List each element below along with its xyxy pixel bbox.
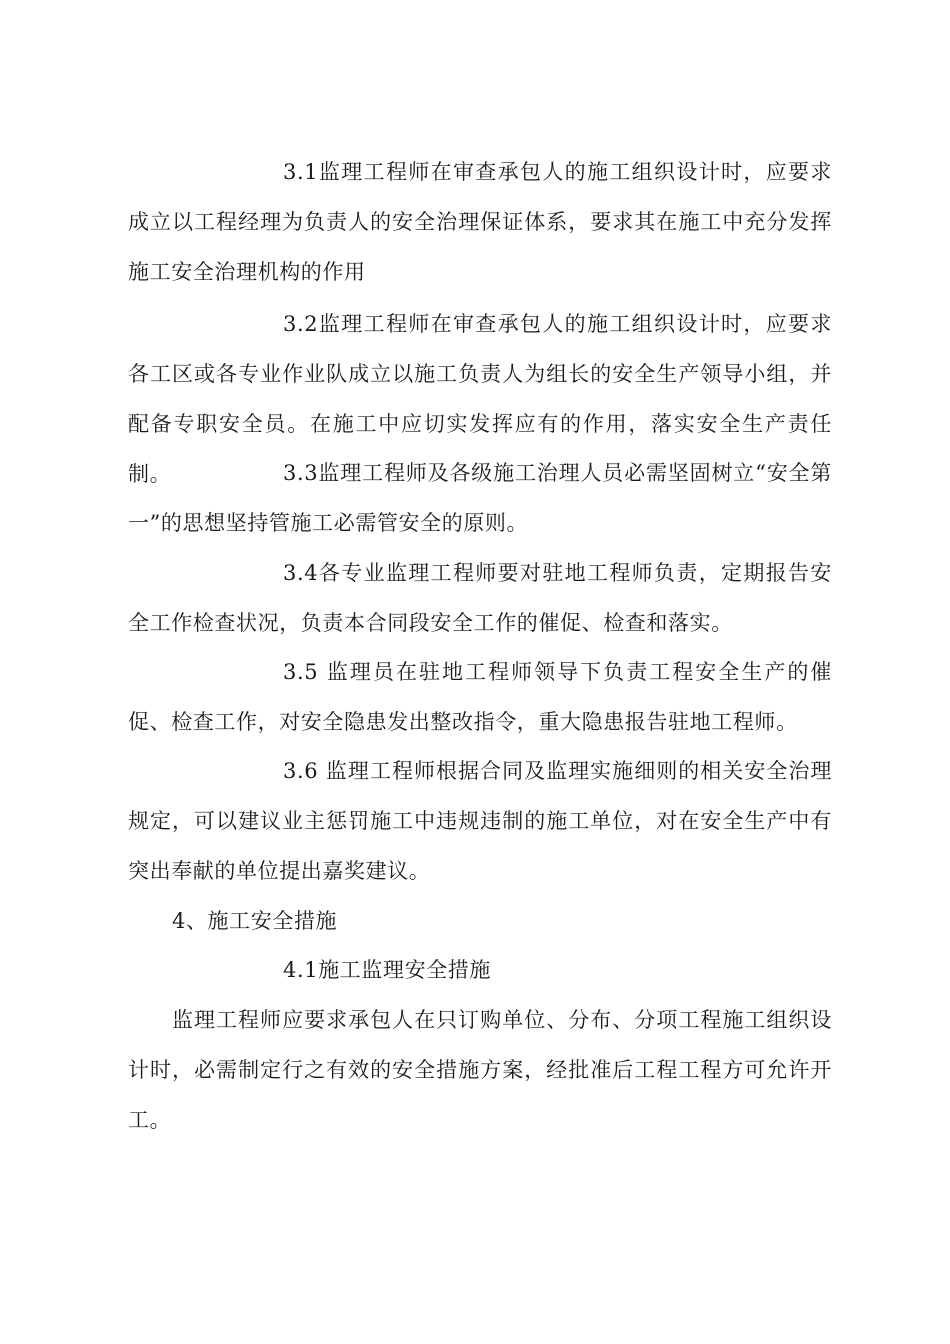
paragraph-4-1-body: 监理工程师应要求承包人在只订购单位、分布、分项工程施工组织设计时，必需制定行之有效的安全措施方案，经批准后工程工程方可允许开工。 [128,1008,832,1132]
paragraph-3-5: 3.5 监理员在驻地工程师领导下负责工程安全生产的催促、检查工作，对安全隐患发出整改指令，重大隐患报告驻地工程师。 [128,660,832,734]
paragraph-3-4: 3.4各专业监理工程师要对驻地工程师负责，定期报告安全工作检查状况，负责本合同段安全工作的催促、检查和落实。 [128,561,832,635]
section-heading-4: 4、施工安全措施 [172,909,338,933]
paragraph-3-3: 3.3监理工程师及各级施工治理人员必需坚固树立“安全第一”的思想坚持管施工必需管安全的原则。 [128,461,832,535]
paragraph-3-1: 3.1监理工程师在审查承包人的施工组织设计时，应要求成立以工程经理为负责人的安全治理保证体系，要求其在施工中充分发挥施工安全治理机构的作用 [128,160,832,284]
paragraph-3-6: 3.6 监理工程师根据合同及监理实施细则的相关安全治理规定，可以建议业主惩罚施工中违规违制的施工单位，对在安全生产中有突出奉献的单位提出嘉奖建议。 [128,759,832,883]
subsection-heading-4-1: 4.1施工监理安全措施 [283,958,491,982]
paragraph-3-2: 3.2监理工程师在审查承包人的施工组织设计时，应要求各工区或各专业作业队成立以施工负责人为组长的安全生产领导小组，并配备专职安全员。在施工中应切实发挥应有的作用，落实安全生产责任制。 [128,312,832,486]
